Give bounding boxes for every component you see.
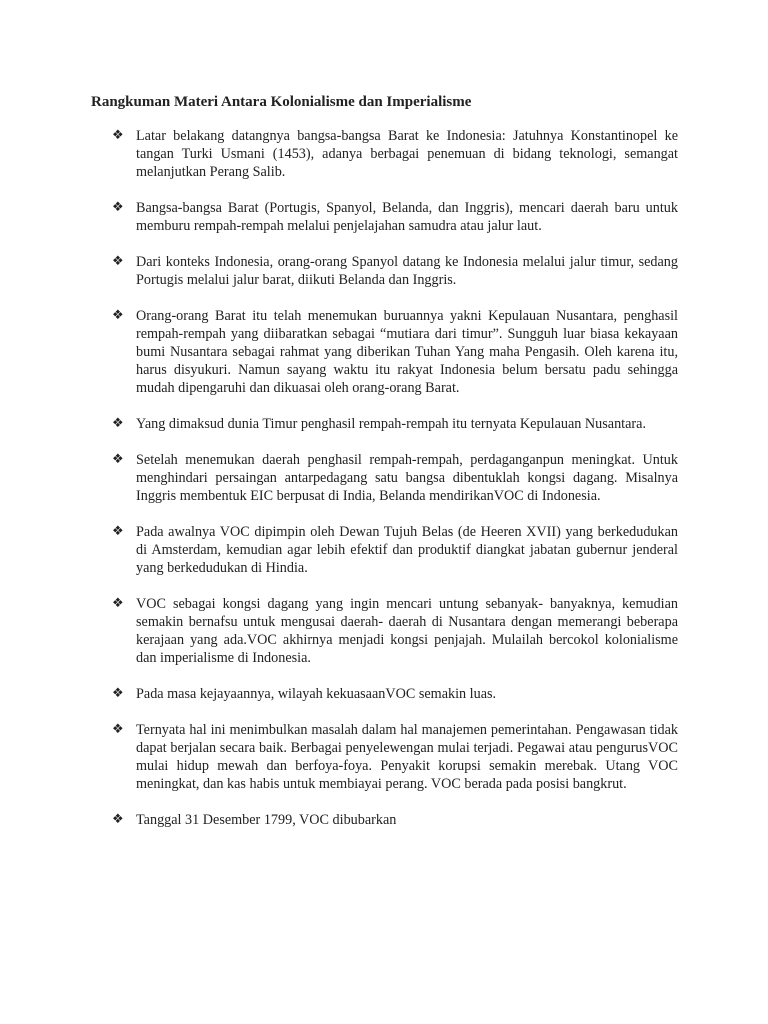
list-item <box>112 199 678 235</box>
list-item-text: Setelah menemukan daerah penghasil rempah-rempah, perdaganganpun meningkat. Untuk menghindari persaingan antarpedagang satu bangsa dibentuklah kongsi dagang. Misalnya Inggris membentuk EIC berpusat di India, Belanda mendirikanVOC di Indonesia. <box>136 452 678 504</box>
diamond-bullet-icon: ❖ <box>112 416 124 431</box>
list-item <box>112 451 678 505</box>
document-title: Rangkuman Materi Antara Kolonialisme dan Imperialisme <box>91 94 472 110</box>
list-item <box>112 127 678 181</box>
list-item <box>112 307 678 397</box>
diamond-bullet-icon: ❖ <box>112 686 124 701</box>
diamond-bullet-icon: ❖ <box>112 200 124 215</box>
list-item <box>112 811 678 829</box>
list-item-text: Pada masa kejayaannya, wilayah kekuasaanVOC semakin luas. <box>136 686 497 702</box>
diamond-bullet-icon: ❖ <box>112 308 124 323</box>
list-item <box>112 253 678 289</box>
list-item <box>112 595 678 667</box>
list-item-text: Pada awalnya VOC dipimpin oleh Dewan Tujuh Belas (de Heeren XVII) yang berkedudukan di Amsterdam, kemudian agar lebih efektif dan produktif diangkat jabatan gubernur jenderal yang berkedudukan di Hindia. <box>136 524 678 576</box>
list-item-text: Yang dimaksud dunia Timur penghasil rempah-rempah itu ternyata Kepulauan Nusantara. <box>136 416 646 432</box>
diamond-bullet-icon: ❖ <box>112 254 124 269</box>
diamond-bullet-icon: ❖ <box>112 524 124 539</box>
diamond-bullet-icon: ❖ <box>112 452 124 467</box>
list-item-text: Latar belakang datangnya bangsa-bangsa Barat ke Indonesia: Jatuhnya Konstantinopel ke tangan Turki Usmani (1453), adanya berbagai penemuan di bidang teknologi, semangat melanjutkan Perang Salib. <box>136 128 678 180</box>
list-item-text: Bangsa-bangsa Barat (Portugis, Spanyol, Belanda, dan Inggris), mencari daerah baru untuk memburu rempah-rempah melalui penjelajahan samudra atau jalur laut. <box>136 200 678 234</box>
list-item-text: Dari konteks Indonesia, orang-orang Spanyol datang ke Indonesia melalui jalur timur, sedang Portugis melalui jalur barat, diikuti Belanda dan Inggris. <box>136 254 678 288</box>
list-item <box>112 415 678 433</box>
list-item-text: Tanggal 31 Desember 1799, VOC dibubarkan <box>136 812 397 828</box>
diamond-bullet-icon: ❖ <box>112 596 124 611</box>
list-item-text: Orang-orang Barat itu telah menemukan buruannya yakni Kepulauan Nusantara, penghasil rempah-rempah yang diibaratkan sebagai “mutiara dari timur”. Sungguh luar biasa kekayaan bumi Nusantara sebagai rahmat yang diberikan Tuhan Yang maha Pengasih. Oleh karena itu, harus disyukuri. Namun sayang waktu itu rakyat Indonesia belum bersatu padu sehingga mudah dipengaruhi dan dikuasai oleh orang-orang Barat. <box>136 308 678 396</box>
list-item <box>112 523 678 577</box>
diamond-bullet-icon: ❖ <box>112 128 124 143</box>
list-item <box>112 721 678 793</box>
list-item <box>112 685 678 703</box>
list-item-text: VOC sebagai kongsi dagang yang ingin mencari untung sebanyak- banyaknya, kemudian semakin bernafsu untuk mengusai daerah- daerah di Nusantara dengan memerangi beberapa kerajaan yang ada.VOC akhirnya menjadi kongsi penjajah. Mulailah bercokol kolonialisme dan imperialisme di Indonesia. <box>136 596 678 666</box>
diamond-bullet-icon: ❖ <box>112 722 124 737</box>
diamond-bullet-icon: ❖ <box>112 812 124 827</box>
bullet-list <box>112 127 678 847</box>
list-item-text: Ternyata hal ini menimbulkan masalah dalam hal manajemen pemerintahan. Pengawasan tidak dapat berjalan secara baik. Berbagai penyelewengan mulai terjadi. Pegawai atau pengurusVOC mulai hidup mewah dan berfoya-foya. Penyakit korupsi semakin merebak. Utang VOC meningkat, dan kas habis untuk membiayai perang. VOC berada pada posisi bangkrut. <box>136 722 678 792</box>
